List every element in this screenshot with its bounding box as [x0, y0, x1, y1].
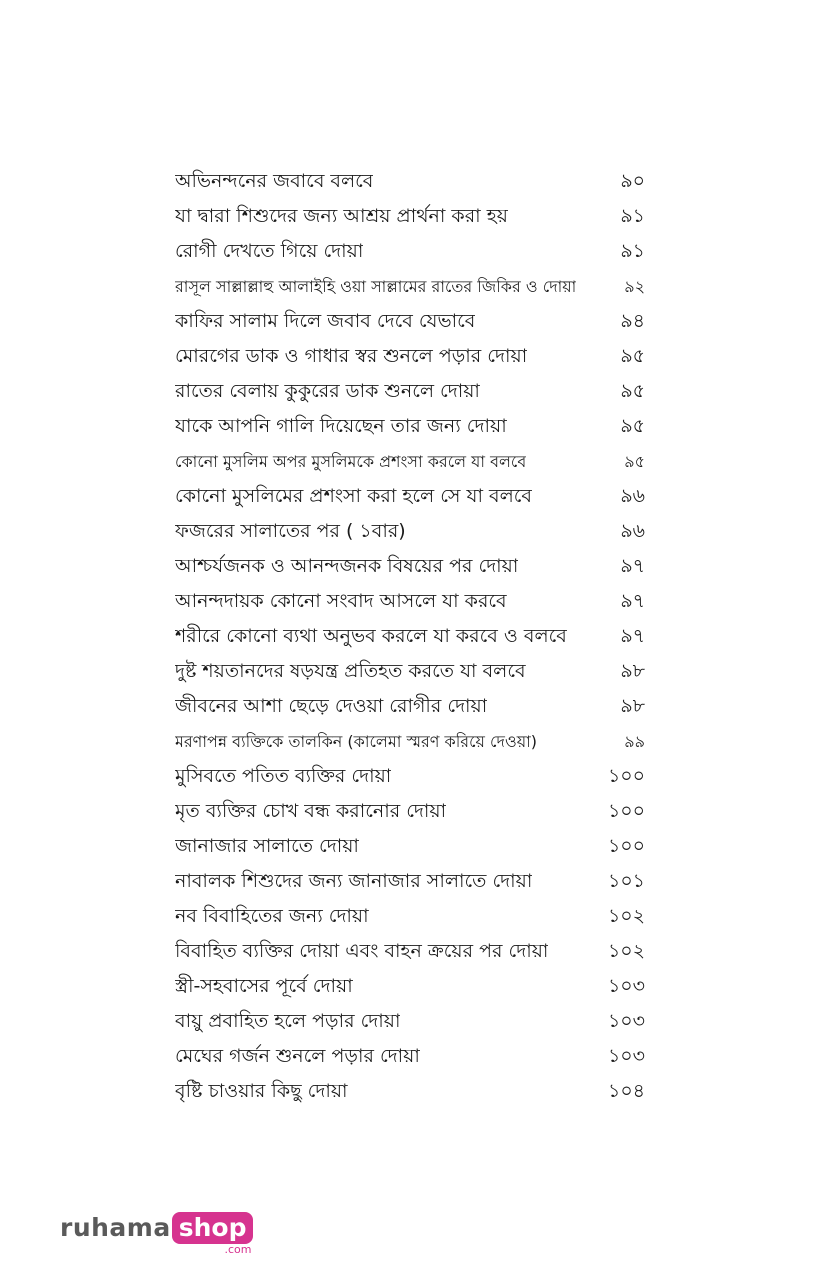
toc-page: ১০০	[607, 835, 645, 857]
toc-row	[175, 549, 645, 584]
toc-page: ১০০	[607, 800, 645, 822]
logo-text-ruhama: ruhama	[60, 1213, 171, 1242]
toc-row	[175, 1074, 645, 1109]
toc-title: জীবনের আশা ছেড়ে দেওয়া রোগীর দোয়া	[175, 695, 488, 717]
toc-title: মেঘের গর্জন শুনলে পড়ার দোয়া	[175, 1045, 420, 1067]
toc-row	[175, 759, 645, 794]
toc-page: ৯৬	[620, 520, 645, 542]
logo-text-dotcom: .com	[224, 1243, 252, 1256]
toc-row	[175, 864, 645, 899]
toc-page: ৯৬	[620, 485, 645, 507]
table-of-contents	[175, 164, 645, 1109]
toc-page: ৯৭	[620, 555, 645, 577]
toc-title: মুসিবতে পতিত ব্যক্তির দোয়া	[175, 765, 392, 787]
toc-row	[175, 339, 645, 374]
toc-title: দুষ্ট শয়তানদের ষড়যন্ত্র প্রতিহত করতে যা বলবে	[175, 660, 526, 682]
toc-page: ৯৪	[620, 310, 645, 332]
toc-title: আশ্চর্যজনক ও আনন্দজনক বিষয়ের পর দোয়া	[175, 555, 519, 577]
ruhama-shop-logo	[60, 1212, 253, 1256]
toc-row	[175, 654, 645, 689]
toc-row	[175, 234, 645, 269]
toc-page: ৯৫	[620, 345, 645, 367]
toc-row	[175, 269, 645, 304]
toc-row	[175, 1039, 645, 1074]
toc-row	[175, 1004, 645, 1039]
logo-text-shop: shop	[172, 1212, 254, 1244]
toc-page: ১০৪	[607, 1080, 645, 1102]
toc-title: বৃষ্টি চাওয়ার কিছু দোয়া	[175, 1080, 348, 1102]
toc-page: ১০২	[607, 905, 645, 927]
toc-title: বায়ু প্রবাহিত হলে পড়ার দোয়া	[175, 1010, 401, 1032]
toc-row	[175, 374, 645, 409]
toc-title: রাসূল সাল্লাল্লাহু আলাইহি ওয়া সাল্লামের রাতের জিকির ও দোয়া	[175, 277, 577, 296]
toc-title: আনন্দদায়ক কোনো সংবাদ আসলে যা করবে	[175, 590, 507, 612]
toc-title: অভিনন্দনের জবাবে বলবে	[175, 170, 374, 192]
toc-page: ৯০	[620, 170, 645, 192]
toc-page: ৯৯	[624, 732, 645, 751]
toc-page: ৯১	[620, 205, 645, 227]
toc-title: ফজরের সালাতের পর ( ১বার)	[175, 520, 406, 542]
toc-row	[175, 724, 645, 759]
toc-page: ১০৩	[607, 1010, 645, 1032]
toc-title: রোগী দেখতে গিয়ে দোয়া	[175, 240, 364, 262]
toc-title: রাতের বেলায় কুকুরের ডাক শুনলে দোয়া	[175, 380, 480, 402]
toc-title: শরীরে কোনো ব্যথা অনুভব করলে যা করবে ও বলবে	[175, 625, 567, 647]
toc-page: ১০১	[607, 870, 645, 892]
toc-row	[175, 444, 645, 479]
toc-page: ১০০	[607, 765, 645, 787]
toc-title: নব বিবাহিতের জন্য দোয়া	[175, 905, 369, 927]
logo-shop-badge	[172, 1212, 254, 1256]
toc-title: স্ত্রী-সহবাসের পূর্বে দোয়া	[175, 975, 353, 997]
toc-title: বিবাহিত ব্যক্তির দোয়া এবং বাহন ক্রয়ের পর দোয়া	[175, 940, 549, 962]
toc-page: ৯৫	[620, 415, 645, 437]
toc-row	[175, 934, 645, 969]
toc-title: কোনো মুসলিমের প্রশংসা করা হলে সে যা বলবে	[175, 485, 532, 507]
toc-page: ৯৮	[620, 660, 645, 682]
toc-row	[175, 584, 645, 619]
toc-page: ১০৩	[607, 1045, 645, 1067]
toc-row	[175, 689, 645, 724]
toc-page: ৯২	[624, 277, 645, 296]
toc-title: কাফির সালাম দিলে জবাব দেবে যেভাবে	[175, 310, 476, 332]
toc-title: মরণাপন্ন ব্যক্তিকে তালকিন (কালেমা স্মরণ করিয়ে দেওয়া)	[175, 732, 538, 751]
toc-row	[175, 969, 645, 1004]
toc-page: ১০৩	[607, 975, 645, 997]
toc-row	[175, 514, 645, 549]
toc-page: ৯৫	[624, 452, 645, 471]
toc-page: ৯৫	[620, 380, 645, 402]
toc-title: যাকে আপনি গালি দিয়েছেন তার জন্য দোয়া	[175, 415, 507, 437]
toc-title: মোরগের ডাক ও গাধার স্বর শুনলে পড়ার দোয়া	[175, 345, 528, 367]
toc-row	[175, 829, 645, 864]
toc-row	[175, 479, 645, 514]
toc-page: ৯১	[620, 240, 645, 262]
toc-title: কোনো মুসলিম অপর মুসলিমকে প্রশংসা করলে যা বলবে	[175, 452, 527, 471]
toc-title: যা দ্বারা শিশুদের জন্য আশ্রয় প্রার্থনা করা হয়	[175, 205, 508, 227]
toc-row	[175, 794, 645, 829]
toc-title: জানাজার সালাতে দোয়া	[175, 835, 359, 857]
toc-title: মৃত ব্যক্তির চোখ বন্ধ করানোর দোয়া	[175, 800, 447, 822]
toc-row	[175, 619, 645, 654]
toc-row	[175, 164, 645, 199]
toc-row	[175, 199, 645, 234]
toc-page: ৯৭	[620, 590, 645, 612]
toc-page: ৯৮	[620, 695, 645, 717]
toc-row	[175, 899, 645, 934]
toc-page: ৯৭	[620, 625, 645, 647]
toc-title: নাবালক শিশুদের জন্য জানাজার সালাতে দোয়া	[175, 870, 533, 892]
toc-page: ১০২	[607, 940, 645, 962]
toc-row	[175, 409, 645, 444]
toc-row	[175, 304, 645, 339]
